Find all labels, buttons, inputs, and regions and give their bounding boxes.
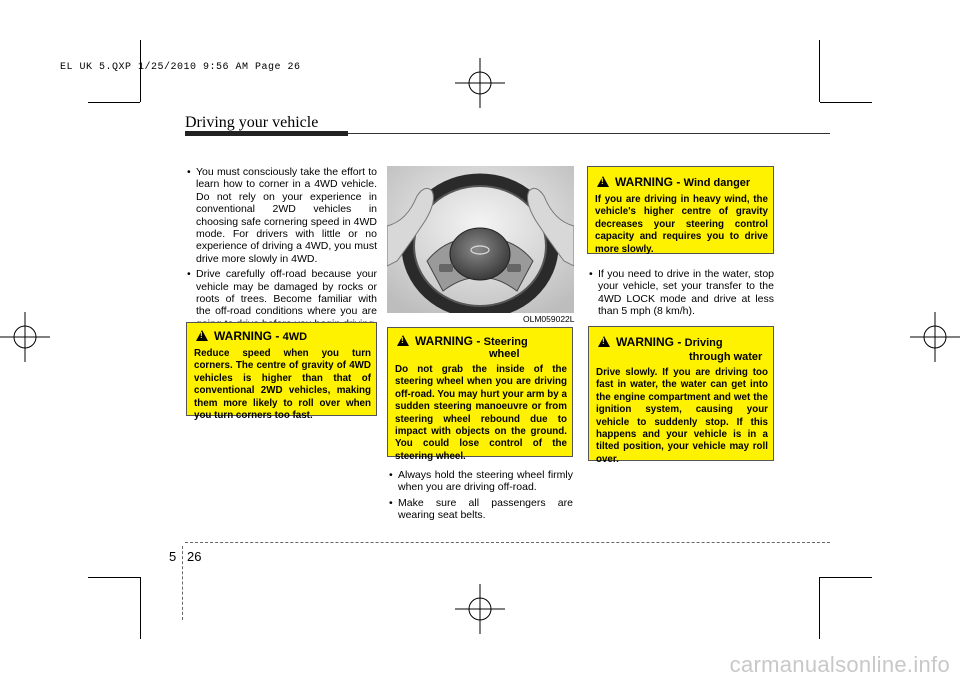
steering-wheel-icon: [387, 166, 574, 313]
warning-label: WARNING -: [214, 329, 283, 343]
list-item: • Always hold the steering wheel firmly when you are driving off-road.: [387, 469, 573, 494]
warning-heading: [196, 329, 307, 343]
section-number: 5: [169, 549, 177, 564]
middle-bullet-list: [387, 469, 573, 525]
warning-label: WARNING -: [615, 175, 684, 189]
list-item: • Make sure all passengers are wearing seat belts.: [387, 497, 573, 522]
warning-topic: 4WD: [282, 331, 308, 343]
warning-box-wind: [587, 166, 774, 254]
left-bullet-list: [185, 166, 377, 333]
crop-mark: [88, 577, 140, 578]
registration-mark-bottom: [455, 584, 505, 634]
warning-label: WARNING -: [415, 334, 484, 348]
header-rule-bar: [185, 131, 348, 136]
warning-heading: [598, 335, 723, 349]
warning-heading: [397, 334, 528, 348]
warning-text: Reduce speed when you turn corners. The centre of gravity of 4WD vehicles is higher than that of conventional 2WD vehicles, making them more likely to roll over when you turn corners too fast.: [194, 348, 371, 422]
warning-topic: Wind danger: [683, 177, 751, 189]
registration-mark-left: [0, 312, 50, 362]
list-item: • You must consciously take the effort to learn how to corner in a 4WD vehicle. Do not rely on your experience in conventional 2WD vehicles in choosing safe cornering speed in 4WD mode. For drivers with little or no experience of driving a 4WD, you must drive more slowly in 4WD.: [185, 166, 377, 265]
warning-topic: Driving: [684, 337, 723, 349]
warning-triangle-icon: [397, 335, 409, 346]
header-rule-line: [348, 133, 830, 134]
list-item: • If you need to drive in the water, stop your vehicle, set your transfer to the 4WD LOCK mode and drive at less than 5 mph (8 km/h).: [587, 268, 774, 318]
watermark: carmanualsonline.info: [729, 652, 950, 677]
footer-separator: [182, 546, 183, 620]
warning-triangle-icon: [598, 336, 610, 347]
steering-wheel-illustration: [387, 166, 574, 313]
crop-mark: [88, 102, 140, 103]
warning-text: If you are driving in heavy wind, the vehicle's higher centre of gravity decreases your steering control capacity and requires you to drive more slowly.: [595, 194, 768, 255]
crop-mark: [140, 577, 141, 639]
warning-text: Drive slowly. If you are driving too fast in water, the water can get into the engine compartment and wet the ignition system, causing your vehicle to suddenly stop. If this happens and your vehicle is in a tilted position, your vehicle may roll over.: [596, 367, 768, 465]
section-title: Driving your vehicle: [185, 114, 319, 131]
page-number: 26: [187, 549, 202, 564]
footer-rule: [185, 542, 830, 543]
registration-mark-top: [455, 58, 505, 108]
image-caption: OLM059022L: [523, 314, 575, 324]
warning-text: Do not grab the inside of the steering wheel when you are driving off-road. You may hurt your arm by a sudden steering manoeuvre or from steering wheel rebound due to impact with objects on the ground. You could lose control of the steering wheel.: [395, 364, 567, 462]
crop-mark: [820, 577, 872, 578]
warning-topic: Steering: [483, 336, 528, 348]
warning-triangle-icon: [196, 330, 208, 341]
warning-triangle-icon: [597, 176, 609, 187]
right-bullet-list: [587, 268, 774, 321]
warning-topic-line2: wheel: [489, 348, 520, 360]
list-item: • Drive carefully off-road because your vehicle may be damaged by rocks or roots of trees. Become familiar with the off-road conditions where you are: [185, 268, 377, 330]
warning-box-4wd: [186, 322, 377, 422]
warning-label: WARNING -: [616, 335, 685, 349]
registration-mark-right: [910, 312, 960, 362]
warning-box-steering: [387, 327, 573, 462]
crop-mark: [820, 102, 872, 103]
warning-topic-line2: through water: [689, 351, 763, 363]
crop-mark: [819, 577, 820, 639]
print-slug: EL UK 5.QXP 1/25/2010 9:56 AM Page 26: [60, 62, 301, 73]
warning-box-water: [588, 326, 774, 465]
warning-heading: [597, 175, 750, 189]
crop-mark: [819, 40, 820, 102]
